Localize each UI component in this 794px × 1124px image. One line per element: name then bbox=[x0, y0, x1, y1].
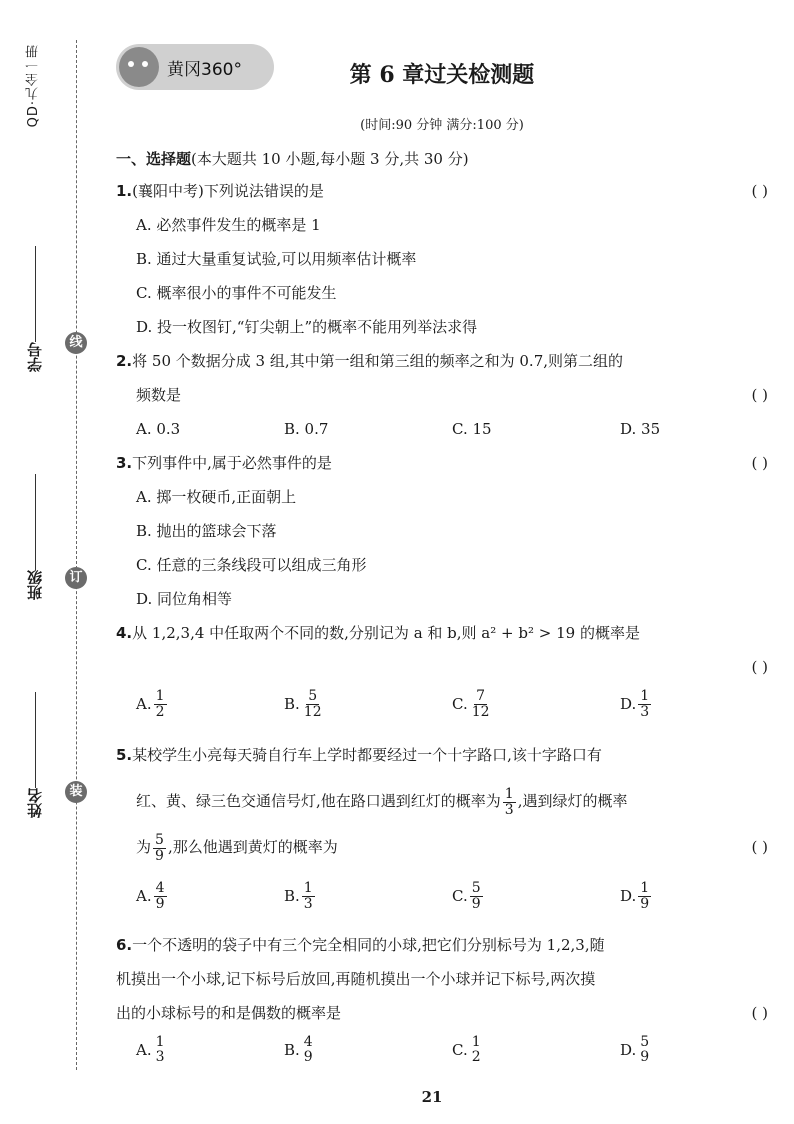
option-b[interactable]: B. 0.7 bbox=[284, 420, 329, 438]
question-stem-cont: 出的小球标号的和是偶数的概率是 bbox=[116, 1004, 342, 1022]
option-letter: D. bbox=[620, 1041, 637, 1059]
fraction bbox=[302, 881, 315, 912]
option-d[interactable]: D. 同位角相等 bbox=[136, 590, 233, 608]
option-a[interactable] bbox=[136, 1030, 169, 1070]
numerator: 5 bbox=[155, 831, 164, 848]
answer-blank[interactable]: ( ) bbox=[751, 454, 768, 472]
options-row bbox=[116, 1030, 772, 1074]
question-stem-cont: 红、黄、绿三色交通信号灯,他在路口遇到红灯的概率为 bbox=[136, 792, 501, 810]
question-section bbox=[116, 144, 772, 1074]
denominator: 3 bbox=[303, 895, 313, 912]
page-title: 第 6 章过关检测题 bbox=[349, 62, 535, 88]
numerator: 5 bbox=[308, 687, 318, 704]
options-row bbox=[116, 412, 772, 446]
class-field bbox=[24, 468, 45, 600]
denominator: 2 bbox=[471, 1049, 481, 1065]
numerator: 1 bbox=[155, 687, 165, 704]
bind-mark-zhuang: 装 bbox=[65, 781, 87, 803]
question-number: 6. bbox=[116, 936, 133, 954]
option-d[interactable] bbox=[620, 870, 653, 922]
answer-blank[interactable]: ( ) bbox=[751, 658, 768, 676]
section-title: 一、选择题 bbox=[116, 150, 192, 168]
fraction bbox=[154, 881, 167, 912]
option-letter: A. bbox=[136, 1041, 152, 1059]
option-letter: B. bbox=[284, 1041, 300, 1059]
student-id-blank[interactable] bbox=[34, 246, 37, 342]
option-b[interactable]: B. 抛出的篮球会下落 bbox=[136, 522, 277, 540]
option-letter: A. bbox=[136, 695, 152, 713]
denominator: 3 bbox=[504, 801, 514, 818]
numerator: 1 bbox=[504, 785, 514, 802]
fraction bbox=[470, 1035, 483, 1065]
option-a[interactable]: A. 必然事件发生的概率是 1 bbox=[136, 216, 321, 234]
option-c[interactable]: C. 15 bbox=[452, 420, 492, 438]
fraction bbox=[470, 881, 483, 912]
fraction bbox=[154, 1035, 167, 1065]
numerator: 5 bbox=[471, 879, 481, 896]
option-a[interactable] bbox=[136, 684, 169, 724]
denominator: 12 bbox=[303, 703, 322, 720]
answer-blank[interactable]: ( ) bbox=[751, 838, 768, 856]
fraction bbox=[154, 689, 167, 720]
question-stem: 一个不透明的袋子中有三个完全相同的小球,把它们分别标号为 1,2,3,随 bbox=[132, 936, 605, 954]
bind-mark-xian: 线 bbox=[65, 332, 87, 354]
question-number: 2. bbox=[116, 352, 133, 370]
denominator: 9 bbox=[640, 1049, 650, 1065]
denominator: 9 bbox=[155, 895, 165, 912]
option-d[interactable] bbox=[620, 684, 653, 724]
answer-blank[interactable]: ( ) bbox=[751, 182, 768, 200]
bind-mark-ding: 订 bbox=[65, 567, 87, 589]
option-letter: B. bbox=[284, 695, 300, 713]
fraction bbox=[470, 689, 492, 720]
exam-info: (时间:90 分钟 满分:100 分) bbox=[360, 118, 524, 133]
name-label: 姓名 bbox=[26, 788, 44, 818]
section-heading bbox=[116, 144, 772, 174]
fraction bbox=[153, 833, 166, 864]
numerator: 1 bbox=[471, 1034, 481, 1050]
denominator: 9 bbox=[640, 895, 650, 912]
numerator: 1 bbox=[640, 879, 650, 896]
question-4 bbox=[116, 616, 772, 728]
cut-line bbox=[76, 40, 77, 1070]
fraction bbox=[638, 1035, 651, 1065]
options-row bbox=[116, 870, 772, 922]
numerator: 1 bbox=[640, 687, 650, 704]
denominator: 9 bbox=[303, 1049, 313, 1065]
question-number: 3. bbox=[116, 454, 133, 472]
answer-blank[interactable]: ( ) bbox=[751, 1004, 768, 1022]
student-id-label: 学号 bbox=[26, 342, 44, 372]
question-stem-cont: 机摸出一个小球,记下标号后放回,再随机摸出一个小球并记下标号,两次摸 bbox=[116, 970, 596, 988]
question-6 bbox=[116, 928, 772, 1074]
fraction bbox=[638, 881, 651, 912]
option-letter: B. bbox=[284, 887, 300, 905]
question-stem-cont: ,那么他遇到黄灯的概率为 bbox=[167, 838, 338, 856]
numerator: 4 bbox=[303, 1034, 313, 1050]
numerator: 7 bbox=[476, 687, 486, 704]
option-a[interactable]: A. 掷一枚硬币,正面朝上 bbox=[136, 488, 297, 506]
denominator: 3 bbox=[155, 1049, 165, 1065]
option-c[interactable]: C. 任意的三条线段可以组成三角形 bbox=[136, 556, 367, 574]
denominator: 9 bbox=[471, 895, 481, 912]
fraction bbox=[638, 689, 651, 720]
class-blank[interactable] bbox=[34, 474, 37, 570]
question-5 bbox=[116, 732, 772, 922]
numerator: 1 bbox=[303, 879, 313, 896]
denominator: 2 bbox=[155, 703, 165, 720]
question-number: 4. bbox=[116, 624, 133, 642]
book-series-label: QD·九全一册 bbox=[26, 44, 41, 128]
question-stem: 下列事件中,属于必然事件的是 bbox=[132, 454, 332, 472]
question-number: 1. bbox=[116, 182, 133, 200]
fraction bbox=[503, 787, 516, 818]
denominator: 3 bbox=[640, 703, 650, 720]
fraction bbox=[302, 689, 324, 720]
question-number: 5. bbox=[116, 746, 133, 764]
question-stem: (襄阳中考)下列说法错误的是 bbox=[132, 182, 324, 200]
option-b[interactable] bbox=[284, 870, 317, 922]
option-d[interactable]: D. 投一枚图钉,“钉尖朝上”的概率不能用列举法求得 bbox=[136, 318, 478, 336]
question-3 bbox=[116, 446, 772, 616]
question-stem: 将 50 个数据分成 3 组,其中第一组和第三组的频率之和为 0.7,则第二组的 bbox=[132, 352, 624, 370]
denominator: 12 bbox=[471, 703, 490, 720]
question-stem: 从 1,2,3,4 中任取两个不同的数,分别记为 a 和 b,则 a² + b² > 19 的概率是 bbox=[132, 624, 640, 642]
option-c[interactable] bbox=[452, 1030, 485, 1070]
name-blank[interactable] bbox=[34, 692, 37, 788]
brand-name: 黄冈360° bbox=[167, 59, 242, 80]
class-label: 班级 bbox=[26, 570, 44, 600]
option-letter: D. bbox=[620, 887, 637, 905]
option-letter: D. bbox=[620, 695, 637, 713]
denominator: 9 bbox=[155, 847, 164, 864]
option-d[interactable] bbox=[620, 1030, 653, 1070]
option-letter: C. bbox=[452, 695, 468, 713]
question-stem-cont: 为 bbox=[136, 838, 152, 856]
option-b[interactable] bbox=[284, 684, 326, 724]
question-stem-cont: 频数是 bbox=[136, 386, 182, 404]
option-letter: A. bbox=[136, 887, 152, 905]
name-field bbox=[24, 686, 45, 818]
answer-blank[interactable]: ( ) bbox=[751, 386, 768, 404]
option-c[interactable] bbox=[452, 684, 494, 724]
option-c[interactable] bbox=[452, 870, 485, 922]
option-b[interactable]: B. 通过大量重复试验,可以用频率估计概率 bbox=[136, 250, 417, 268]
page-number: 21 bbox=[421, 1088, 443, 1106]
section-note: (本大题共 10 小题,每小题 3 分,共 30 分) bbox=[191, 150, 469, 168]
fraction bbox=[302, 1035, 315, 1065]
options-row bbox=[116, 684, 772, 728]
question-1 bbox=[116, 174, 772, 344]
question-stem: 某校学生小亮每天骑自行车上学时都要经过一个十字路口,该十字路口有 bbox=[132, 746, 602, 764]
option-a[interactable]: A. 0.3 bbox=[136, 420, 181, 438]
numerator: 4 bbox=[155, 879, 165, 896]
option-a[interactable] bbox=[136, 870, 169, 922]
numerator: 1 bbox=[155, 1034, 165, 1050]
binding-margin bbox=[0, 0, 100, 1124]
option-c[interactable]: C. 概率很小的事件不可能发生 bbox=[136, 284, 337, 302]
question-2 bbox=[116, 344, 772, 446]
student-id-field bbox=[24, 240, 45, 372]
numerator: 5 bbox=[640, 1034, 650, 1050]
option-letter: C. bbox=[452, 887, 468, 905]
question-stem-cont: ,遇到绿灯的概率 bbox=[517, 792, 628, 810]
option-d[interactable]: D. 35 bbox=[620, 420, 661, 438]
option-letter: C. bbox=[452, 1041, 468, 1059]
option-b[interactable] bbox=[284, 1030, 317, 1070]
